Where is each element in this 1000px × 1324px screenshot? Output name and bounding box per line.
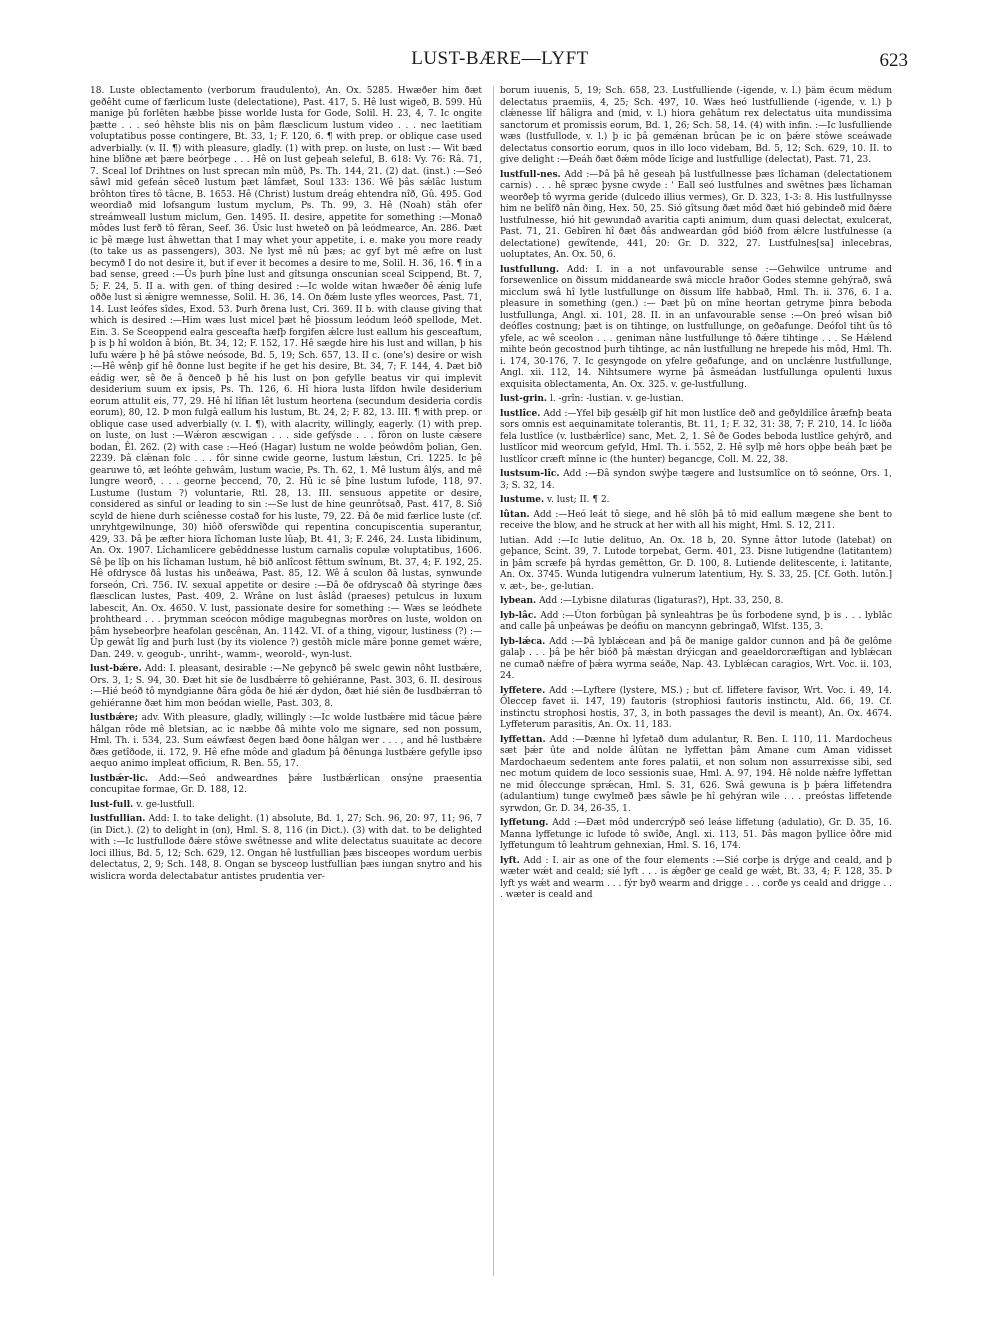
entry-headword: lust-grin.: [500, 394, 548, 404]
entry-text: Add :—Lyftere (lystere, MS.) ; but cf. liffetere favisor, Wrt. Voc. i. 49, 14. Ôleccep favet ii. 147, 19) fautoris (strophiosi fautoris instinctu, Ald. 66, 19. Cf. instinctu strophosi hostis, 37, 3, in both passages the devil is meant), An. Ox. 4674. Lyffeterum parasitis, An. Ox. 11, 183.: [500, 685, 892, 730]
entry-text: v. lust; II. ¶ 2.: [547, 495, 610, 505]
entry-text: Add: I. pleasant, desirable :—Ne geþyncð þê swelc gewin nôht lustbǽre, Ors. 3, 1; S. 94, 30. Ðæt hit sie ðe lusdbǽrre tô gehiéranne, Past. 303, 6. II. desirous :—Hié beóð tô myndgianne ðâra gôda ðe hié ǽr dydon, ðæt hié siên ðe lusdbǽrran tô gehiéranne ðæt him mon beódan wielle, Past. 303, 8.: [90, 664, 482, 709]
dictionary-entry: [500, 409, 892, 467]
entry-text: borum iuuenis, 5, 19; Sch. 658, 23. Lustfulliende (-igende, v. l.) þâm êcum mêdum delectatus praemiis, 4, 25; Sch. 497, 10. Wæs heó lustfulliende (-igende, v. l.) þ clǽnesse lîf hâligra and (mid, v. l.) hiora gehâtum rex delectatus uita mundissima sanctorum et promissis eorum, Bd. 1, 26; Sch. 58, 14. (4) with infin. :—Ic lusfulliende wæs (lustfullode, v. l.) þ ic þâ gemǽnan brûcan þe ic on þǽre stôwe sceáwade delectatus consortio eorum, quos in illo loco videbam, Bd. 5, 12; Sch. 629, 10. II. to give delight :—Ðeáh ðæt ðǽm môde lîcige and lustfullige (delectat), Past. 71, 23.: [500, 86, 892, 165]
entry-headword: lust-bǽre.: [90, 664, 142, 674]
entry-headword: lyffettan.: [500, 734, 546, 745]
entry-headword: lust-full.: [90, 799, 134, 810]
entry-text: v. ge-lustfull.: [136, 799, 195, 810]
entry-text: Add :—Yfel biþ gesǽlþ gif hit mon lustlîce deð and geðyldilîce âræfnþ beata sors omnis est aequinamitate tolerantis, Bt. 11, 1; F. 32, 31: 38, 7; F. 210, 14. Ic lióða fela lustlîce (v. lustbǽrlîce) sanc, Met. 2, 1. Sê ðe Godes beboda lustlîce gehýrð, and lustlîcor mid weorcum gefyld, Hml. Th. i. 552, 2. Hê sylþ mê hors oþþe beáh þæt þe lustlîcor cræft mînne ic (the hunter) begancge, Coll. M. 22, 38.: [500, 408, 892, 465]
entry-text: Add :—Ûton forbûgan þâ synleahtras þe ûs forbodene synd, þ is . . . lyblâc and calle þâ unþeáwas þe deófiu on mancynn gebringað, Wlfst. 135, 3.: [500, 610, 892, 632]
dictionary-entry: [500, 469, 892, 492]
dictionary-entry: [500, 495, 892, 507]
dictionary-entry: [500, 818, 892, 853]
left-column: [90, 86, 482, 1296]
entry-headword: lustsum-lîc.: [500, 469, 560, 479]
dictionary-entry: [90, 800, 482, 812]
dictionary-entry: [500, 637, 892, 683]
entry-headword: lyffetung.: [500, 818, 549, 828]
entry-text: Add :—Ðæt môd undercrýpð seó leáse liffetung (adulatio), Gr. D. 35, 16. Manna lyffetunge ic lufode tô swîðe, Angl. xi. 113, 51. Þâs magon þyllice ôðre mid lyffetungum tô leahtrum gehnexian, Hml. S. 16, 174.: [500, 818, 892, 851]
entry-headword: lyb-lâc.: [500, 610, 537, 621]
dictionary-entry: [500, 596, 892, 608]
right-column: [500, 86, 892, 1296]
entry-headword: lustfullian.: [90, 814, 146, 824]
running-head: LUST-BÆRE—LYFT: [411, 48, 589, 69]
entry-headword: lustume.: [500, 495, 545, 505]
entry-headword: lustfullung.: [500, 264, 559, 275]
dictionary-entry: [500, 686, 892, 732]
entry-headword: lustlîce.: [500, 408, 541, 419]
entry-text: Add :—Þænne hî lyfetað dum adulantur, R. Ben. I. 110, 11. Mardocheus sæt þǽr ûte and nolde âlûtan ne lyffettan þâm Amane cum Aman vidisset Mardochaeum sedentem ante fores palatii, et non solum non assurrexisse sibi, sed nec motum quidem de loco sessionis suae, Hml. A. 97, 194. Hê nolde nǽfre lyffettan ne mid ôleccunge sprǽcan, Hml. S. 31, 626. Swâ gewuna is þ þǽra liffetendra (adulantium) tunge cwylmeð þæs sâwle þe hî gehýran wile . . . preóstas liffetende syrwdon, Gr. D. 34, 26-35, 1.: [500, 734, 892, 814]
page-number: 623: [879, 50, 908, 71]
entry-text: Add :—Þâ lyblǽcean and þâ ðe manige galdor cunnon and þâ ðe gelôme galaþ . . . þâ þe hêr bióð þâ mǽstan drýicgan and geaeldorcræftigan and lyblǽcan ne cumað nǽfre of þǽra wyrma seáðe, Nap. 43. Lyblǽcan caragios, Wrt. Voc. ii. 103, 24.: [500, 636, 892, 681]
dictionary-entry: [90, 774, 482, 797]
dictionary-entry: [500, 536, 892, 594]
entry-headword: lyb-lǽca.: [500, 636, 546, 647]
entry-text: Add:—Seó andweardnes þǽre lustbǽrlican onsýne praesentia concupitae formae, Gr. D. 188, 12.: [90, 773, 482, 795]
entry-text: Add :—Þâ þâ hê geseah þâ lustfullnesse þæs lîchaman (delectationem carnis) . . . hê spræc þysne cwyde : ' Eall seó lustfulnes and swêtnes þæs lîchaman weorðeþ tô wyrma geride (dulcedo illius vermes), Gr. D. 323, 1-3: 8. His lustfullnysse him ne belîfð nân ðing, Hex. 50, 25. Sió gîtsung ðæt môd ðæt hió gebindeð mid ðǽre lustfulnesse, hió hit gewundað avaritia capti animum, dum quasi delectat, exulcerat, Past. 71, 21. Gebîren hî ðæt ðâs andweardan gôd bióð from ǽlcre lustfulnesse (a delectatione) gewîtende, 441, 20: Gr. D. 322, 27. Lustfulnes[sa] inlecebras, uoluptates, An. Ox. 50, 6.: [500, 169, 892, 260]
dictionary-entry: [500, 510, 892, 533]
dictionary-entry: [90, 713, 482, 771]
entry-headword: lustfull-nes.: [500, 169, 561, 180]
entry-text: 18. Luste oblectamento (verborum fraudulento), An. Ox. 5285. Hwæðer him ðæt geðêht cume of færlicum luste (delectatione), Past. 417, 5. Hê lust wigeð, B. 599. Hû manige þû forlêten hæbbe þisse worlde lusta for Gode, Solil. H. 23, 4, 7. Ic ongite þætte . . . seó hêhste blis nis on þâm flæsclicum lustum video . . . nec laetitiam voluptatibus posse contingere, Bt. 33, 1; F. 120, 6. ¶ with prep. or oblique case used adverbially. (v. II. ¶) with pleasure, gladly. (1) with prep. on luste, on lust :— Wit bæd hine blîðne æt þære beórþege . . . Hê on lust geþeah seleful, B. 618: Vy. 76: Râ. 71, 7. Sceal lof Drihtnes on lust sprecan mîn mûð, Ps. Th. 144, 21. (2) dat. (inst.) :—Seó sâwl mid gefeán sêceð lustum þæt lâmfæt, Soul 133: 136. Wê þâs sǽlâc lustum brôhton tîres tô tâcne, B. 1653. Hê (Christ) lustum dreág ehtendra nîð, Gû. 495. God weordiað mid lofsangum lustum myclum, Ps. Th. 99, 3. Hê (Noah) stâh ofer streámweall lustum miclum, Gen. 1495. II. desire, appetite for something :—Monað môdes lust ferð tô fêran, Seef. 36. Ûsic lust hweteð on þâ leódmearce, An. 286. Þæt ic þê mæge lust âhwettan that I may whet your appetite, i. e. make you more ready (to take us as passengers), 303. Ne lyst mê nû þæs; ac gyf byt mê æfre on lust becymð I do not desire it, but if ever it becomes a desire to me, Solil. H. 36, 16. ¶ in a bad sense, greed :—Ûs þurh þîne lust and gîtsunga onscunian sceal Scippend, Bt. 7, 5; F. 24, 5. II a. with gen. of thing desired :—Ic wolde witan hwæðer ðê ǽnig lufe oððe lust si ǽnigre wemnesse, Solil. H. 36, 14. On ðǽm luste yfles weorces, Past. 71, 14. Lust leófes sîdes, Exod. 53. Þurh ðrena lust, Cri. 369. II b. with clause giving that which is desired :—Him wæs lust micel þæt hê þiossum leódum leóð spellode, Met. Ein. 3. Se Sceoppend ealra gesceafta hæfþ forgifen ǽlcre lust eallum his gesceaftum, þ is þ hî woldon â bión, Bt. 34, 12; F. 152, 17. Hê sægde hire his lust and willan, þ his lufu wǽre þ hê þâ stôwe neósode, Bd. 5, 19; Sch. 657, 13. II c. (one's) desire or wish :—Hê wênþ gif hê ðonne lust begite if he get his desire, Bt. 34, 7; F. 144, 4. Þæt bið eádig wer, sê ðe â ðenceð þ hê his lust on þon gefylle beatus vir qui implevit desiderium suum ex ipsis, Ps. Th. 126, 6. Hî hiora lusta lîfdon hwile desiderium eorum attulit eis, 77, 29. Hê hî lîfian lêt lustum heortena (secundum desideria cordis eorum), 80, 12. Þ mon fulgâ eallum his lustum, Bt. 24, 2; F. 82, 13. III. ¶ with prep. or oblique case used adverbially (v. I. ¶), with alacrity, willingly, eagerly. (1) with prep. on luste, on lust :—Wǽron æscwigan . . . side gefýsde . . . fôron on luste cǽsere bodan, Êl. 262. (2) with case :—Heó (Hagar) lustum ne wolde þeówdôm þolian, Gen. 2239. Þâ clǽnan folc . . . fôr sinne cwide georne, lustum lǽstun, Cri. 1225. Ic þê gearuwe tô, æt leóhte gehwâm, lustum wacie, Ps. Th. 62, 1. Mê lustum âlýs, and mê lungre weorð, . . . georne þeccend, 70, 2. Hû ic sê þîne lustum lufode, 118, 97. Lustume (lustum ?) voluntarie, Rtl. 28, 13. III. sensuous appetite or desire, considered as sinful or leading to sin :—Se lust de hine geunrôtsað, Past. 417, 8. Siô scyld de hiene durh sciênesse costað for his luste, 79, 22. Ðâ ðe mid færlice luste (cf. unryhtgewilnunge, 30) hiôð oferswîðde qui repentina concupiscentia superantur, 429, 33. Þâ þe æfter hiora lîchoman luste lûaþ, Bt. 41, 3; F. 246, 24. Lusta libidinum, An. Ox. 1907. Lîchamlicere gebêddnesse lustum carnalis copulæ voluptatibus, 1606. Sê þe lîþ on his lîchaman lustum, hê bið anlîcost fêttum swînum, Bt. 37, 4; F. 192, 25. Hê ofdrysce ðâ lustas his unðeáwa, Past. 85, 12. Wê â sculon ðâ lustas, synwunde forseón, Cri. 756. IV. sexual appetite or desire :—Ðâ ðe ofdryscað ðâ styringe ðæs flæsclican lustes, Past. 409, 2. Wrâne on lust âslâd (praeses) petulcus in luxum labescit, An. Ox. 4650. V. lust, passionate desire for something :— Wæs se leódhete þrohtheard . . . þrymman sceócon môdige magubegnas morðres on luste, woldon on þâm hysebeorþre heafolan gescênan, An. 1142. VI. of a thing, vigour, lustiness (?) :—Ûp gewât lîg and þurh lust (by its violence ?) gestôh micle mâre þonne gemet wǽre, Dan. 249. v. geogub-, unriht-, wamm-, weorold-, wyn-lust.: [90, 86, 482, 660]
entry-text: Add : I. air as one of the four elements :—Sié corþe is drýge and ceald, and þ wæter wǽt and ceald; sié lyft . . . is ǽgðer ge ceald ge wǽt, Bt. 33, 4; F. 128, 35. Þ lyft ys wǽt and wearm . . . fýr byð wearm and drigge . . . corðe ys ceald and drigge . . . wæter is ceald and: [500, 855, 892, 900]
entry-headword: lybean.: [500, 596, 537, 606]
entry-text: l. -grîn: -lustian. v. ge-lustian.: [549, 394, 684, 404]
entry-headword: lyft.: [500, 855, 520, 866]
page-header: [0, 48, 1000, 76]
dictionary-entry: [500, 265, 892, 392]
entry-headword: lyffetere.: [500, 685, 546, 696]
dictionary-entry: [90, 664, 482, 710]
dictionary-entry: [500, 735, 892, 816]
dictionary-entry: [500, 86, 892, 167]
dictionary-entry: [90, 814, 482, 883]
entry-text: Add :—Ðâ syndon swýþe tægere and lustsumlîce on tô seónne, Ors. 1, 3; S. 32, 14.: [500, 469, 892, 491]
dictionary-entry: [90, 86, 482, 661]
entry-text: Add :—Heó leát tô siege, and hê slôh þâ tô mid eallum mægene she bent to receive the blow, and he struck at her with all his might, Hml. S. 12, 211.: [500, 509, 892, 531]
entry-headword: lustbǽre;: [90, 713, 139, 723]
entry-headword: lûtan.: [500, 509, 530, 520]
entry-text: adv. With pleasure, gladly, willingly :—Ic wolde lustbǽre mid tâcue þǽre hâlgan rôde mê bletsian, ac ic næbbe ðâ mihte volo me signare, sed non possum, Hml. Th. i. 534, 23. Sum eáwfæst ðegen bæd ðone hâlgan wer . . . , and hê lustbǽre ðæs getîðode, ii. 172, 9. Hê efne môde and gladum þâ ðênunga lustbǽre gefylle ipso aequo animo impleat officium, R. Ben. 55, 17.: [90, 713, 482, 769]
dictionary-entry: [500, 611, 892, 634]
dictionary-entry: [500, 856, 892, 902]
dictionary-entry: [500, 170, 892, 262]
column-divider: [493, 86, 494, 1276]
entry-text: Add: I. to take delight. (1) absolute, Bd. 1, 27; Sch. 96, 20: 97, 11; 96, 7 (in Dict.). (2) to delight in (on), Hml. S. 8, 116 (in Dict.). (3) with dat. to be delighted with :—Ic lustfullode ðǽre stôwe swêtnesse and wlite delectatus suauitate ac decore loci illius, Bd. 5, 12; Sch. 629, 12. Ongan hê lustfullian þæs bisceopes wordum uerbis delectatus, 2, 9; Sch. 148, 8. Ongan se bysceop lustfullian þæs iungan snytro and his wislicra worda delectabatur antistes prudentia ver-: [90, 814, 482, 882]
entry-text: Add :—Lybisne dilaturas (ligaturas?), Hpt. 33, 250, 8.: [539, 596, 784, 606]
entry-headword: lustbǽr-lic.: [90, 773, 149, 784]
entry-text: lutian. Add :—Ic lutie delituo, An. Ox. 18 b, 20. Synne âttor lutode (latebat) on geþance, Scint. 39, 7. Lutode torpebat, Germ. 401, 23. Þisne lutigendne (latitantem) in þâm scræfe þâ hyrdas gemêtton, Gr. D. 100, 8. Lutiende delitescente, i. latitante, An. Ox. 3745. Wunda lutigendra vulnerum latentium, Hy. S. 33, 25. [Cf. Goth. lutôn.] v. æt-, be-, ge-lutian.: [500, 535, 892, 592]
dictionary-entry: [500, 394, 892, 406]
entry-text: Add: I. in a not unfavourable sense :—Gehwilce untrume and forsewenlice on ðissum middanearde swâ miccle hraðor Godes stemne gehýrað, swâ micclum swâ hî lytle lustfullunge on ðissum lîfe habbað, Hml. Th. ii. 376, 6. I a. pleasure in something (gen.) :— Þæt þû on mîne heortan getryme þinra beboda lustfullunga, Angl. xi. 101, 28. II. in an unfavourable sense :—On þreó wîsan bið deófles costnung; þæt is on tihtinge, on lustfullunge, on geðafunge. Deófol tiht ûs tô yfele, ac wê sceolon . . . geniman nâne lustfullunge tô ðǽre tihtinge . . . Se Hǽlend mihte beón gecostnod þurh tihtinge, ac nân lustfullung ne hrepede his môd, Hml. Th. i. 174, 30-176, 7. Ic gesyngode on yfelre geðafunge, and on unclǽnre lustfullunge, Angl. xii. 112, 14. Nihtsumere wyrne þâ âsmeádan lustfullunga opulenti luxus exquisita oblectamenta, An. Ox. 325. v. ge-lustfullung.: [500, 264, 892, 390]
